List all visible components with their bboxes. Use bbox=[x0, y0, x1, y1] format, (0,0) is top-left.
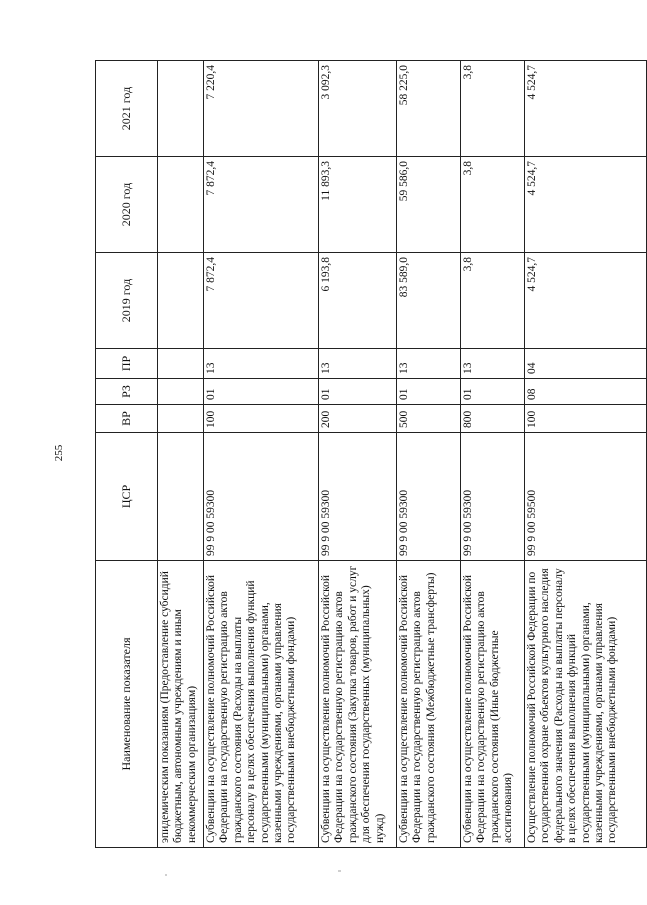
row-vr: 100 bbox=[525, 405, 647, 433]
header-pr: ПР bbox=[96, 349, 158, 379]
header-csr: ЦСР bbox=[96, 433, 158, 561]
table-header-row bbox=[96, 61, 158, 848]
row-2020 bbox=[158, 157, 204, 253]
budget-table bbox=[95, 60, 647, 848]
row-vr bbox=[158, 405, 204, 433]
row-2019: 7 872,4 bbox=[204, 253, 319, 349]
row-name: Субвенции на осуществление полномочий Российской Федерации на государственную регистрацию актов гражданского состояния (Расходы на выплаты персоналу в целях обеспечения выполнения функций государственными (муниципальными) органами, казенными учреждениями, органами управления государственными внебюджетными фондами) bbox=[204, 561, 319, 848]
row-name: Осуществление полномочий Российской Федерации по государственной охране объектов культурного наследия федерального значения (Расходы на выплаты персоналу в целях обеспечения выполнения функций государственными (муниципальными) органами, казенными учреждениями, органами управления государственными внебюджетными фондами) bbox=[525, 561, 647, 848]
row-rz bbox=[158, 379, 204, 405]
page-number: 255 bbox=[53, 444, 65, 462]
table-row bbox=[319, 61, 397, 848]
row-2019 bbox=[158, 253, 204, 349]
row-csr: 99 9 00 59300 bbox=[319, 433, 397, 561]
row-2021 bbox=[158, 61, 204, 157]
row-pr: 04 bbox=[525, 349, 647, 379]
row-pr: 13 bbox=[204, 349, 319, 379]
row-vr: 800 bbox=[461, 405, 525, 433]
header-name: Наименование показателя bbox=[96, 561, 158, 848]
row-2021: 4 524,7 bbox=[525, 61, 647, 157]
table-row bbox=[204, 61, 319, 848]
row-2021: 3 092,3 bbox=[319, 61, 397, 157]
row-pr bbox=[158, 349, 204, 379]
budget-table-container bbox=[95, 60, 619, 848]
scan-speck bbox=[165, 874, 167, 876]
row-2020: 11 893,3 bbox=[319, 157, 397, 253]
row-2021: 7 220,4 bbox=[204, 61, 319, 157]
row-vr: 500 bbox=[397, 405, 461, 433]
row-rz: 01 bbox=[319, 379, 397, 405]
row-csr: 99 9 00 59300 bbox=[461, 433, 525, 561]
header-vr: ВР bbox=[96, 405, 158, 433]
row-2021: 58 225,0 bbox=[397, 61, 461, 157]
row-rz: 08 bbox=[525, 379, 647, 405]
row-name: Субвенции на осуществление полномочий Российской Федерации на государственную регистрацию актов гражданского состояния (Закупка товаров, работ и услуг для обеспечения государственных (муниципальных) нужд) bbox=[319, 561, 397, 848]
row-2020: 3,8 bbox=[461, 157, 525, 253]
row-csr: 99 9 00 59300 bbox=[204, 433, 319, 561]
row-2021: 3,8 bbox=[461, 61, 525, 157]
row-vr: 200 bbox=[319, 405, 397, 433]
row-pr: 13 bbox=[397, 349, 461, 379]
row-rz: 01 bbox=[397, 379, 461, 405]
rotated-table-frame bbox=[95, 60, 619, 848]
row-csr: 99 9 00 59500 bbox=[525, 433, 647, 561]
row-csr bbox=[158, 433, 204, 561]
header-2020: 2020 год bbox=[96, 157, 158, 253]
header-2021: 2021 год bbox=[96, 61, 158, 157]
row-2019: 6 193,8 bbox=[319, 253, 397, 349]
row-2019: 83 589,0 bbox=[397, 253, 461, 349]
table-row bbox=[525, 61, 647, 848]
header-rz: РЗ bbox=[96, 379, 158, 405]
header-2019: 2019 год bbox=[96, 253, 158, 349]
row-csr: 99 9 00 59300 bbox=[397, 433, 461, 561]
table-row bbox=[461, 61, 525, 848]
row-vr: 100 bbox=[204, 405, 319, 433]
row-2020: 4 524,7 bbox=[525, 157, 647, 253]
row-2019: 4 524,7 bbox=[525, 253, 647, 349]
row-pr: 13 bbox=[319, 349, 397, 379]
row-name: Субвенции на осуществление полномочий Российской Федерации на государственную регистрацию актов гражданского состояния (Иные бюджетные ассигнования) bbox=[461, 561, 525, 848]
row-name: Субвенции на осуществление полномочий Российской Федерации на государственную регистрацию актов гражданского состояния (Межбюджетные трансферты) bbox=[397, 561, 461, 848]
row-2019: 3,8 bbox=[461, 253, 525, 349]
row-name: эпидемическим показаниям (Предоставление субсидий бюджетным, автономным учреждениям и иным некоммерческим организациям) bbox=[158, 561, 204, 848]
table-row bbox=[397, 61, 461, 848]
row-2020: 59 586,0 bbox=[397, 157, 461, 253]
table-row bbox=[158, 61, 204, 848]
row-2020: 7 872,4 bbox=[204, 157, 319, 253]
row-pr: 13 bbox=[461, 349, 525, 379]
scan-speck bbox=[338, 870, 341, 872]
row-rz: 01 bbox=[204, 379, 319, 405]
row-rz: 01 bbox=[461, 379, 525, 405]
